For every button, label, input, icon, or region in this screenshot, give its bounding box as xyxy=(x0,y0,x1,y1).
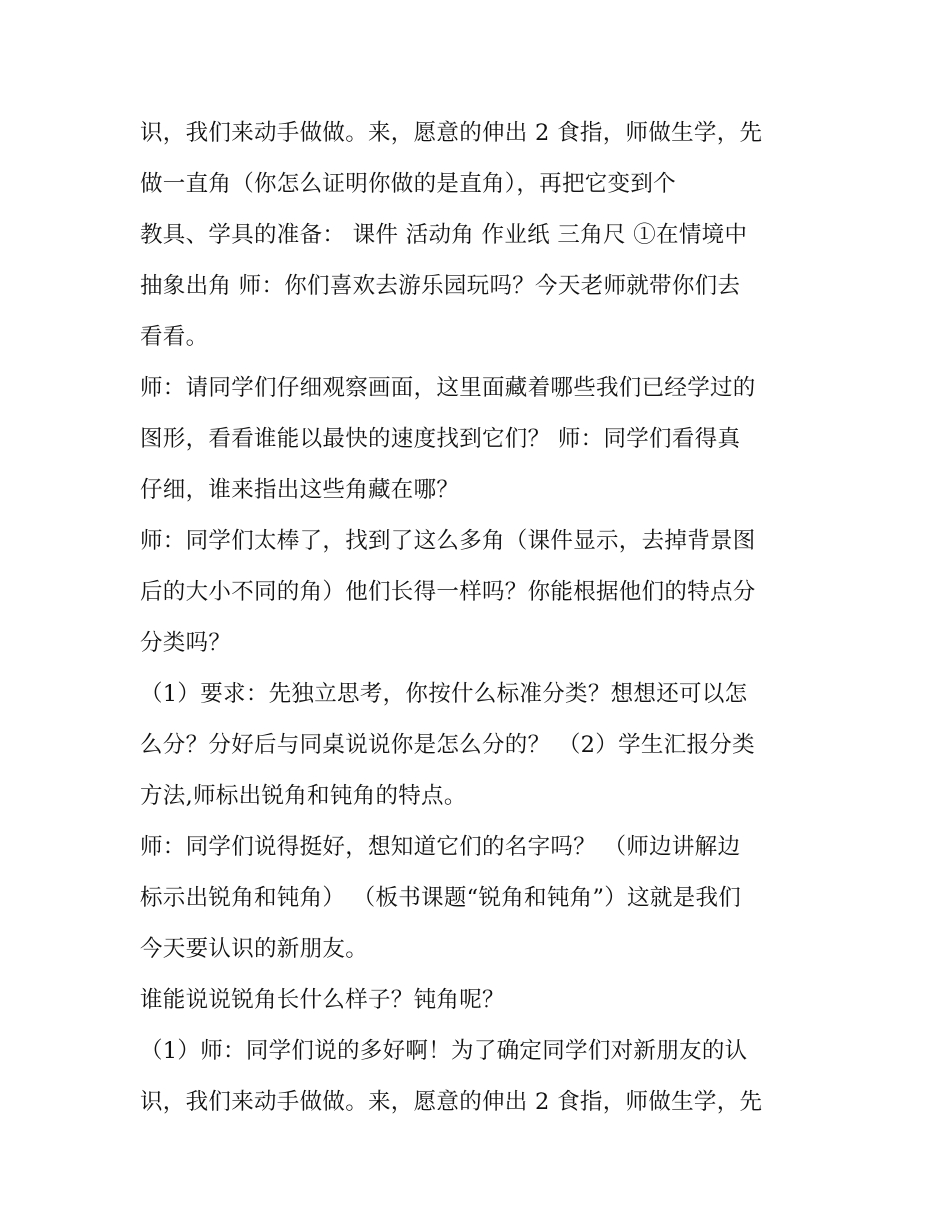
text-line: （1）师：同学们说的多好啊！为了确定同学们对新朋友的认 xyxy=(140,1038,748,1064)
text-line: 图形，看看谁能以最快的速度找到它们？ 师：同学们看得真 xyxy=(140,426,741,452)
text-line: 看看。 xyxy=(140,324,209,350)
text-line: 识，我们来动手做做。来，愿意的伸出 2 食指，师做生学，先 xyxy=(140,120,763,146)
text-line: 师：同学们说得挺好，想知道它们的名字吗？ （师边讲解边 xyxy=(140,834,741,860)
text-line: 识，我们来动手做做。来，愿意的伸出 2 食指，师做生学，先 xyxy=(140,1089,763,1115)
text-line: 师：请同学们仔细观察画面，这里面藏着哪些我们已经学过的 xyxy=(140,375,756,401)
text-line: 仔细，谁来指出这些角藏在哪？ xyxy=(140,477,460,503)
text-line: （1）要求：先独立思考，你按什么标准分类？想想还可以怎 xyxy=(140,681,748,707)
text-line: 么分？分好后与同桌说说你是怎么分的？ （2）学生汇报分类 xyxy=(140,732,755,758)
text-line: 谁能说说锐角长什么样子？钝角呢？ xyxy=(140,987,505,1013)
text-line: 标示出锐角和钝角） （板书课题“锐角和钝角”）这就是我们 xyxy=(140,885,742,911)
text-line: 后的大小不同的角）他们长得一样吗？你能根据他们的特点分 xyxy=(140,579,756,605)
text-line: 做一直角（你怎么证明你做的是直角），再把它变到个 xyxy=(140,171,676,197)
text-line: 今天要认识的新朋友。 xyxy=(140,936,369,962)
text-line: 方法,师标出锐角和钝角的特点。 xyxy=(140,783,467,809)
text-line: 分类吗？ xyxy=(140,630,232,656)
text-line: 教具、学具的准备： 课件 活动角 作业纸 三角尺 ①在情境中 xyxy=(140,222,748,248)
text-line: 师：同学们太棒了，找到了这么多角（课件显示，去掉背景图 xyxy=(140,528,756,554)
text-line: 抽象出角 师：你们喜欢去游乐园玩吗？今天老师就带你们去 xyxy=(140,273,741,299)
document-body xyxy=(140,108,820,1128)
